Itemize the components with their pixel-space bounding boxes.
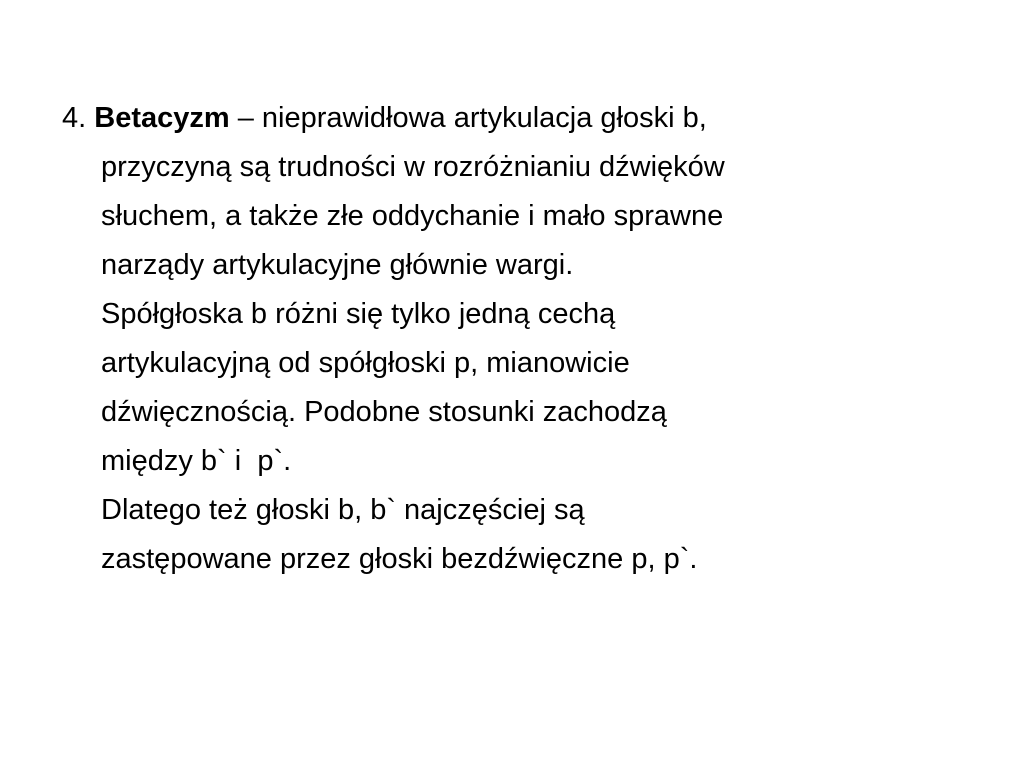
text-line: słuchem, a także złe oddychanie i mało sprawne	[101, 200, 724, 232]
slide-body-text	[62, 94, 982, 584]
text-line: dźwięcznością. Podobne stosunki zachodzą	[101, 396, 667, 428]
text-line: zastępowane przez głoski bezdźwięczne p, p`.	[101, 543, 698, 575]
text-line: artykulacyjną od spółgłoski p, mianowicie	[101, 347, 630, 379]
list-number: 4.	[62, 102, 87, 134]
term-heading: Betacyzm	[94, 102, 230, 134]
text-line: Dlatego też głoski b, b` najczęściej są	[101, 494, 585, 526]
text-line: narządy artykulacyjne głównie wargi.	[101, 249, 574, 281]
text-line: między b` i p`.	[101, 445, 292, 477]
text-line: Spółgłoska b różni się tylko jedną cechą	[101, 298, 616, 330]
text-line: przyczyną są trudności w rozróżnianiu dźwięków	[101, 151, 725, 183]
definition-text: – nieprawidłowa artykulacja głoski b,	[229, 102, 707, 134]
list-item-first-line	[62, 94, 982, 143]
